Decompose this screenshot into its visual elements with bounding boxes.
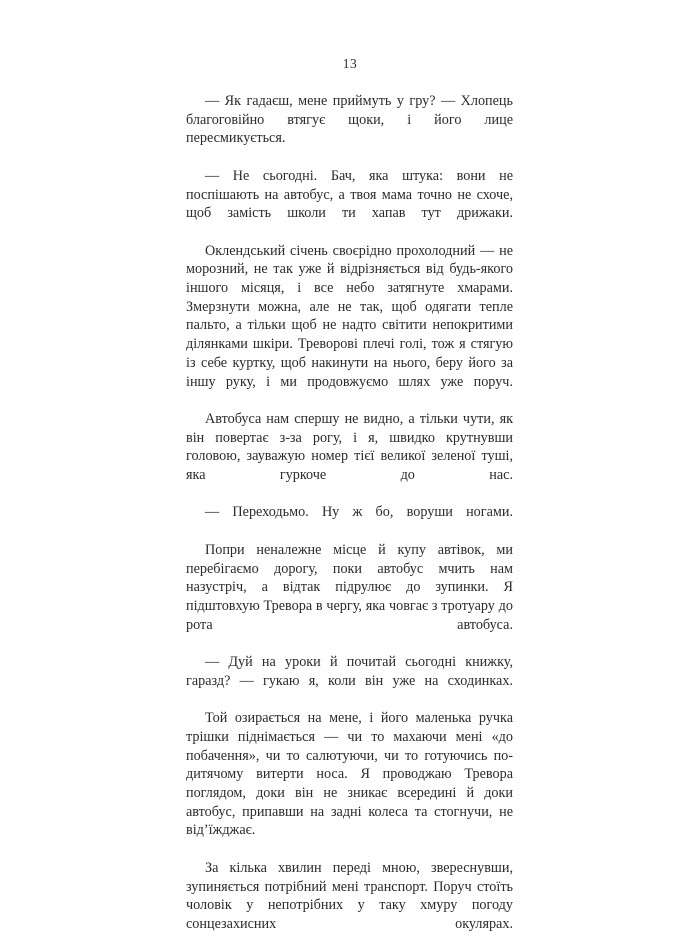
- paragraph: Автобуса нам спершу не видно, а тільки чути, як він повертає з-за рогу, і я, швидко крутнувши головою, зауважую номер тієї великої зеленої туші, яка гуркоче до нас.: [186, 410, 513, 484]
- paragraph: За кілька хвилин переді мною, звереснувши, зупиняється потрібний мені транспорт. Поруч стоїть чоловік у непотрібних у таку хмуру погоду сонцезахисних окулярах.: [186, 859, 513, 932]
- paragraph: Оклендський січень своєрідно прохолодний — не морозний, не так уже й відрізняється від будь-якого іншого місяця, і все небо затягнуте хмарами. Змерзнути можна, але не так, щоб одягати тепле пальто, а тільки щоб не надто світити непокритими ділянками шкіри. Треворові плечі голі, тож я стягую із себе куртку, щоб накинути на нього, беру його за іншу руку, і ми продовжуємо шлях уже поруч.: [186, 242, 513, 390]
- body-text-block: [186, 92, 513, 952]
- paragraph: — Дуй на уроки й почитай сьогодні книжку, гаразд? — гукаю я, коли він уже на сходинках.: [186, 654, 513, 689]
- paragraph: Попри неналежне місце й купу автівок, ми перебігаємо дорогу, поки автобус мчить нам назустріч, а відтак підрулює до зупинки. Я підштовхую Тревора в чергу, яка човгає з тротуару до рота автобуса.: [186, 541, 513, 633]
- paragraph: Той озирається на мене, і його маленька ручка трішки піднімається — чи то махаючи мені «до побачення», чи то салютуючи, чи то готуючись по-дитячому витерти носа. Я проводжаю Тревора поглядом, доки він не зникає всередині й доки автобус, припавши на задні колеса та стогнучи, не від’їжджає.: [186, 710, 513, 839]
- page-number: 13: [342, 56, 358, 71]
- paragraph: — Не сьогодні. Бач, яка штука: вони не поспішають на автобус, а твоя мама точно не схоче, щоб замість школи ти хапав тут дрижаки.: [186, 167, 513, 222]
- paragraph: — Переходьмо. Ну ж бо, воруши ногами.: [205, 504, 513, 521]
- paragraph: — Як гадаєш, мене приймуть у гру? — Хлопець благоговійно втягує щоки, і його лице пересмикується.: [186, 93, 513, 147]
